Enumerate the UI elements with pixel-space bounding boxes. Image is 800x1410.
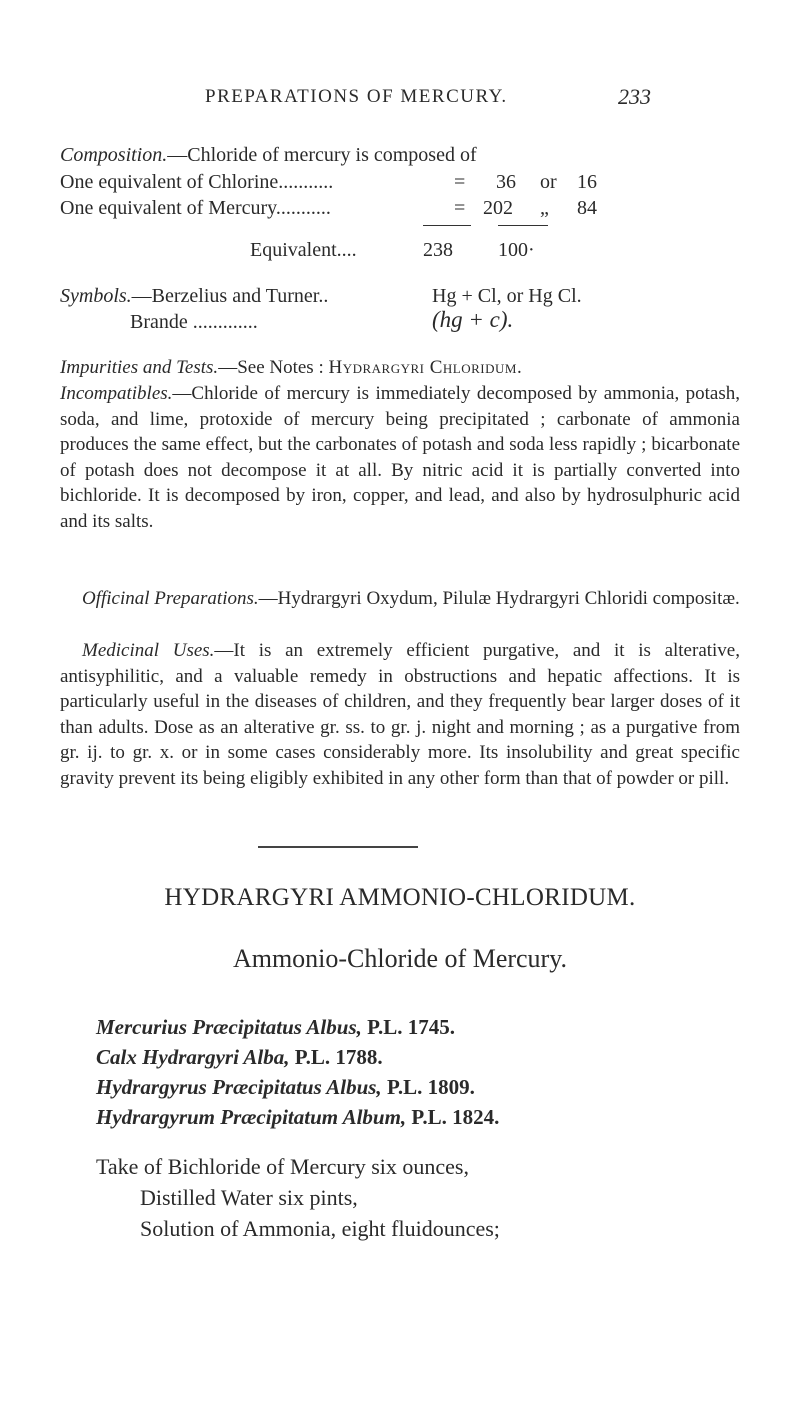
officinal-paragraph <box>60 586 740 612</box>
synonym-2 <box>96 1042 383 1072</box>
synonym-reference: P.L. 1788. <box>294 1045 383 1069</box>
row-separator: or <box>540 171 557 193</box>
composition-line <box>60 142 477 168</box>
sum-rule-equiv <box>423 225 471 226</box>
row-separator: „ <box>540 197 549 219</box>
recipe-line-1: Take of Bichloride of Mercury six ounces, <box>96 1154 469 1179</box>
composition-total <box>250 237 650 263</box>
row-equals: = <box>454 171 466 193</box>
impurities-heading: Impurities and Tests. <box>60 357 219 378</box>
row-value-percent: 16 <box>577 171 597 193</box>
page-number: 233 <box>618 84 651 109</box>
row-label: One equivalent of Chlorine <box>60 171 279 193</box>
synonym-name: Hydrargyrum Præcipitatum Album, <box>96 1105 407 1129</box>
synonym-reference: P.L. 1809. <box>386 1075 475 1099</box>
symbols-formula: Hg + Cl, or Hg Cl. <box>432 285 582 307</box>
symbols-brande-label: Brande <box>130 311 188 333</box>
medicinal-paragraph <box>60 638 740 792</box>
row-value-equiv: 36 <box>496 171 516 193</box>
symbols-line <box>60 283 328 309</box>
officinal-heading: Officinal Preparations. <box>82 588 259 609</box>
composition-intro: —Chloride of mercury is composed of <box>167 144 477 166</box>
total-leader-dots: .... <box>336 239 357 261</box>
section-title: HYDRARGYRI AMMONIO-CHLORIDUM. <box>164 884 636 911</box>
synonym-name: Hydrargyrus Præcipitatus Albus, <box>96 1075 382 1099</box>
synonym-name: Mercurius Præcipitatus Albus, <box>96 1015 362 1039</box>
section-subtitle: Ammonio-Chloride of Mercury. <box>232 944 568 973</box>
total-value-percent: 100· <box>498 239 535 261</box>
composition-row-chlorine <box>60 169 660 195</box>
sum-rule-percent <box>498 225 548 226</box>
synonym-reference: P.L. 1745. <box>367 1015 456 1039</box>
row-value-equiv: 202 <box>483 197 513 219</box>
impurities-reference: Hydrargyri Chloridum. <box>328 357 523 378</box>
symbols-brande-line <box>130 309 258 335</box>
impurities-line <box>60 355 522 381</box>
section-divider <box>258 846 418 848</box>
synonym-3 <box>96 1072 475 1102</box>
row-value-percent: 84 <box>577 197 597 219</box>
synonym-4 <box>96 1102 499 1132</box>
row-label: One equivalent of Mercury <box>60 197 276 219</box>
symbols-brande-dots: ............. <box>192 311 258 333</box>
symbols-brande-formula: (hg + c). <box>432 307 514 332</box>
incompatibles-paragraph <box>60 381 740 535</box>
total-label: Equivalent <box>250 239 337 261</box>
synonym-name: Calx Hydrargyri Alba, <box>96 1045 290 1069</box>
symbols-authors: —Berzelius and Turner.. <box>131 285 329 307</box>
symbols-heading: Symbols. <box>60 285 132 307</box>
medicinal-text: —It is an extremely efficient purgative, and it is alterative, antisyphilitic, and a valuable remedy in obstructions and hepatic affections. It is particularly useful in the diseases of children, and they frequently bear larger doses of it than adults. Dose as an alterative gr. ss. to gr. j. night and morning ; as a purgative from gr. ij. to gr. x. or in some cases considerably more. Its insolubility and great specific gravity prevent its being eligibly exhibited in any other form than that of powder or pill. <box>60 640 740 789</box>
impurities-text: —See Notes : <box>218 357 324 378</box>
running-title: PREPARATIONS OF MERCURY. <box>205 86 508 107</box>
composition-heading: Composition. <box>60 144 168 166</box>
incompatibles-text: —Chloride of mercury is immediately decomposed by ammonia, potash, soda, and lime, protoxide of mercury being precipitated ; carbonate of ammonia produces the same effect, but the carbonates of potash and soda less rapidly ; bicarbonate of potash does not decompose it at all. By nitric acid it is partially converted into bichloride. It is decomposed by iron, copper, and lead, and also by hydrosulphuric acid and its salts. <box>60 383 740 532</box>
running-head <box>0 86 800 116</box>
medicinal-heading: Medicinal Uses. <box>82 640 215 661</box>
composition-row-mercury <box>60 195 660 221</box>
row-leader-dots: ........... <box>278 171 334 193</box>
recipe-line-2: Distilled Water six pints, <box>140 1185 358 1210</box>
officinal-text: —Hydrargyri Oxydum, Pilulæ Hydrargyri Chloridi compositæ. <box>258 588 740 609</box>
total-value-equiv: 238 <box>423 239 453 261</box>
incompatibles-heading: Incompatibles. <box>60 383 173 404</box>
synonym-reference: P.L. 1824. <box>411 1105 500 1129</box>
row-equals: = <box>454 197 466 219</box>
recipe-line-3: Solution of Ammonia, eight fluidounces; <box>140 1216 500 1241</box>
synonym-1 <box>96 1012 455 1042</box>
row-leader-dots: ........... <box>275 197 331 219</box>
